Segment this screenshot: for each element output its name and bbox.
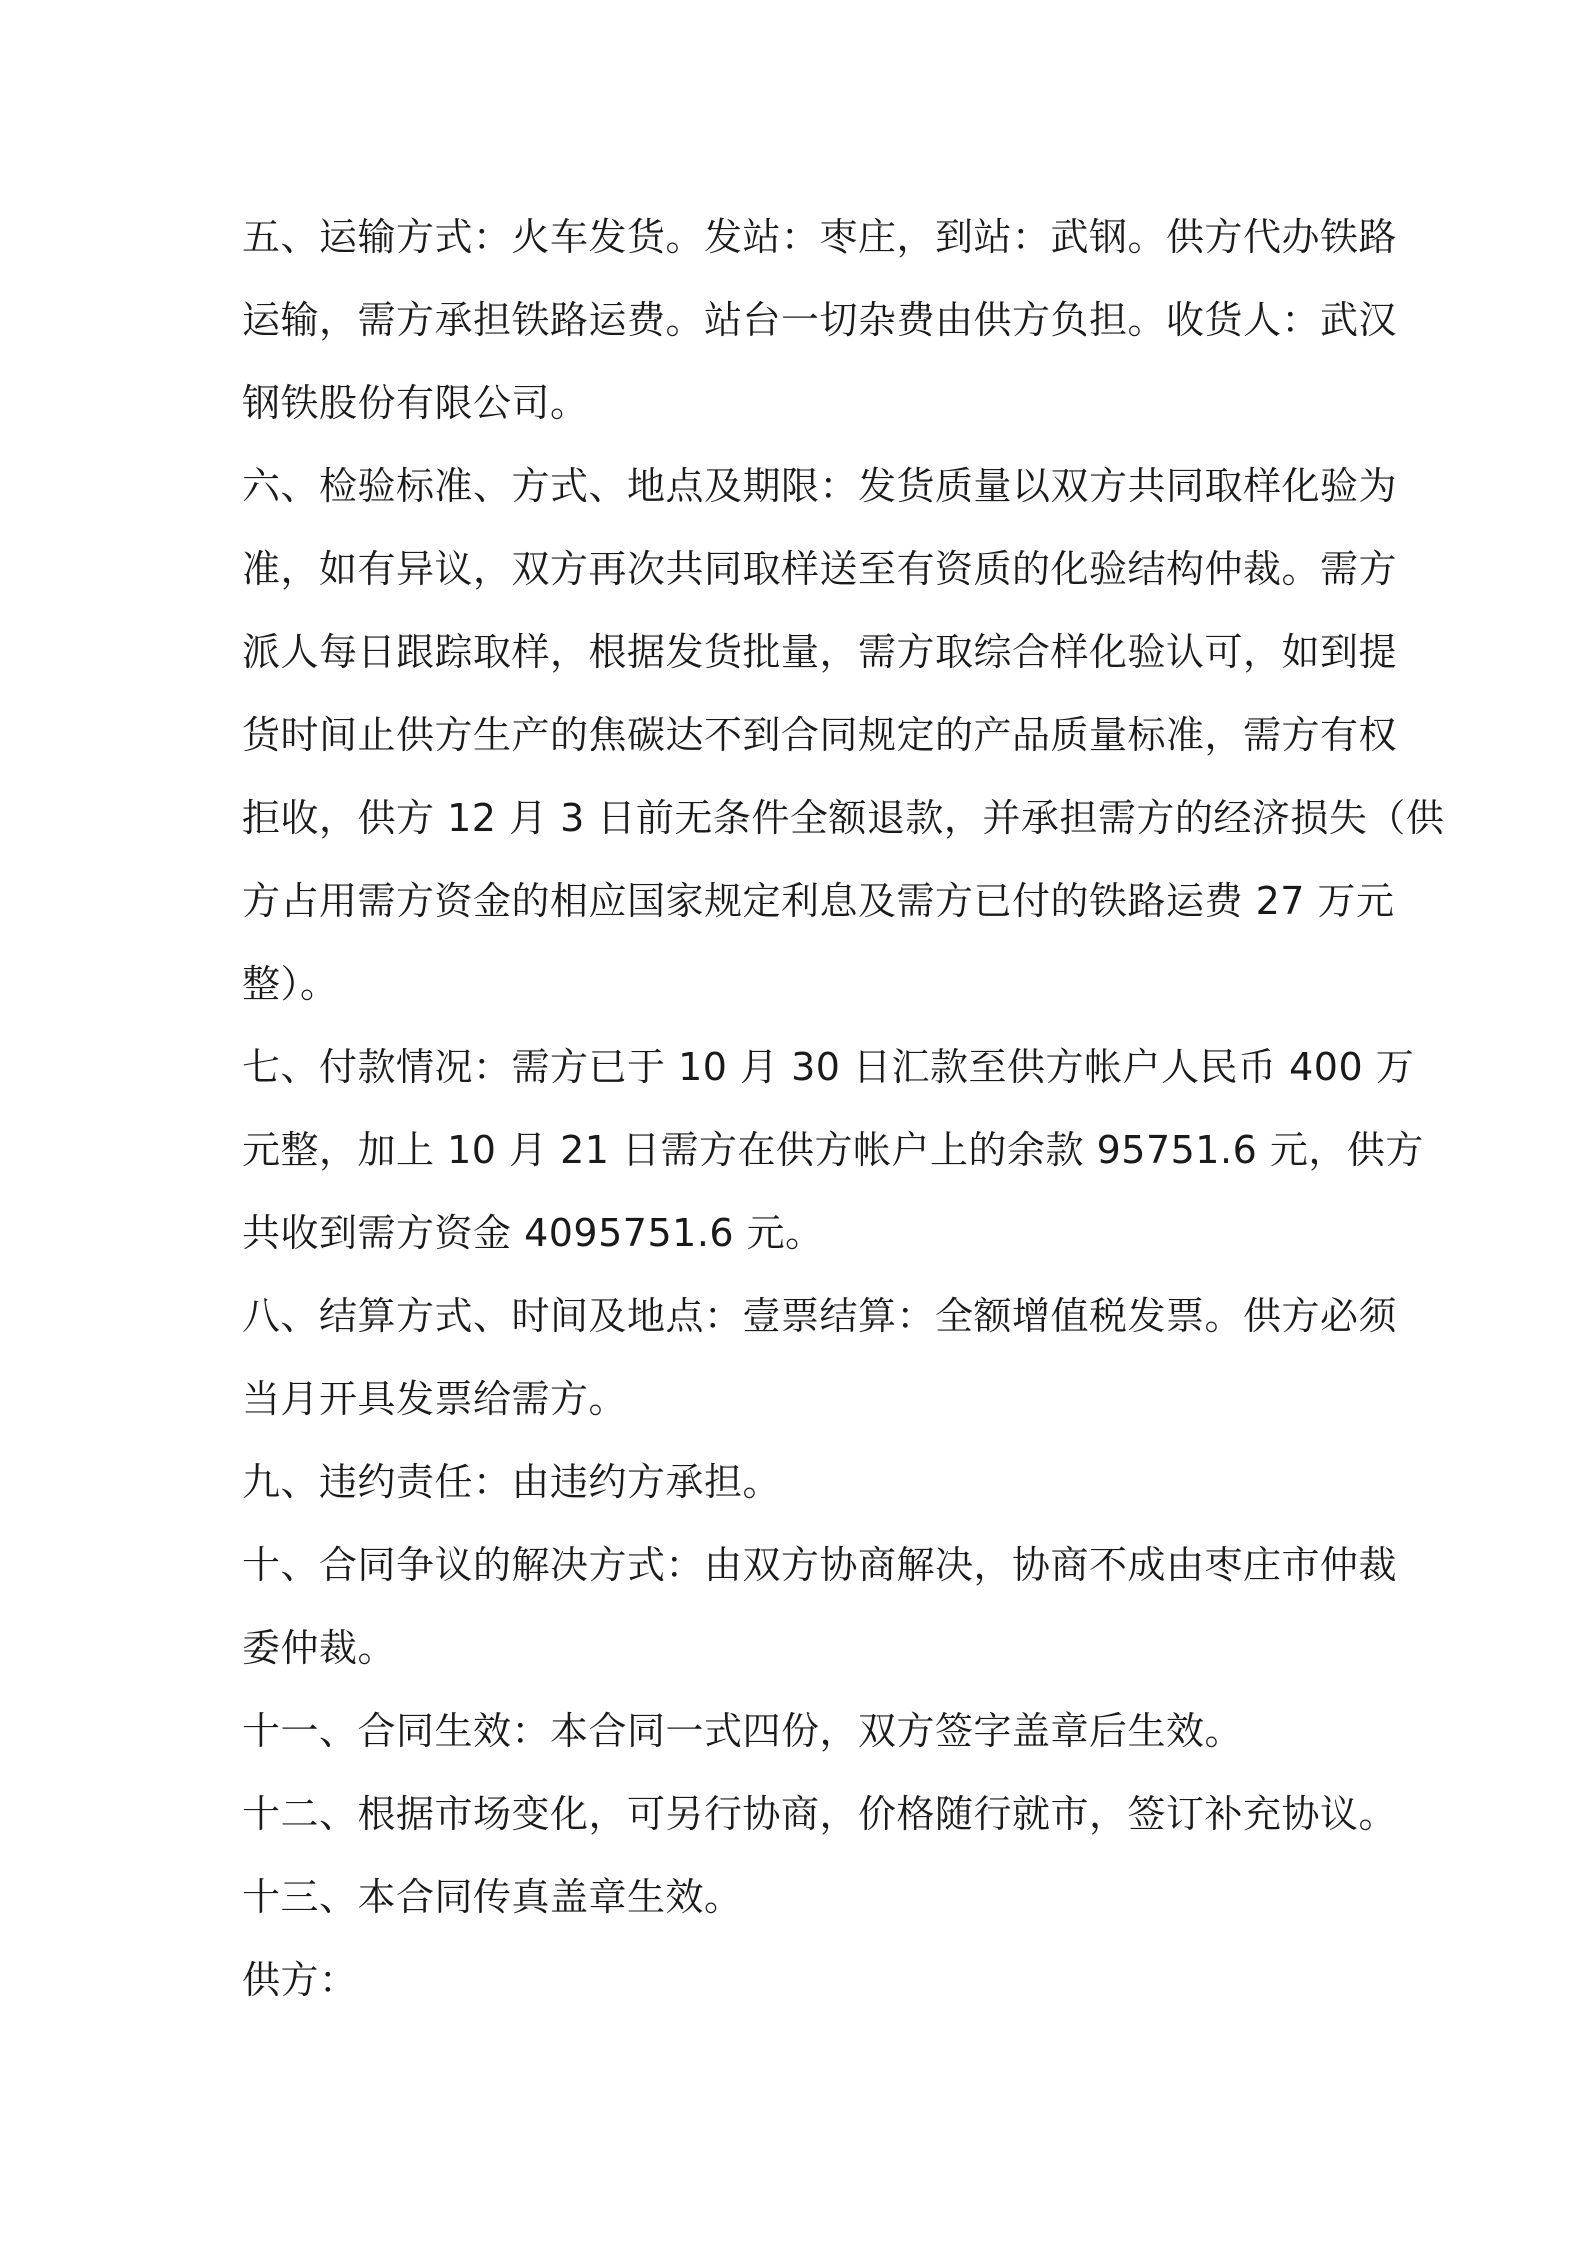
clause-settlement (242, 1275, 1398, 1441)
text-line: 十、合同争议的解决方式：由双方协商解决，协商不成由枣庄市仲裁 (242, 1543, 1398, 1587)
clause-dispute (242, 1524, 1398, 1690)
text-line: 八、结算方式、时间及地点：壹票结算：全额增值税发票。供方必须 (242, 1294, 1398, 1338)
text-line: 元整，加上 10 月 21 日需方在供方帐户上的余款 95751.6 元，供方 (242, 1128, 1424, 1172)
text-line: 五、运输方式：火车发货。发站：枣庄，到站：武钢。供方代办铁路 (242, 215, 1398, 259)
clause-market-change (242, 1773, 1398, 1856)
clause-inspection (242, 445, 1445, 1026)
text-line: 供方： (242, 1958, 358, 2002)
text-line: 派人每日跟踪取样，根据发货批量，需方取综合样化验认可，如到提 (242, 630, 1398, 674)
text-line: 运输，需方承担铁路运费。站台一切杂费由供方负担。收货人：武汉 (242, 298, 1398, 342)
text-line: 钢铁股份有限公司。 (242, 381, 589, 425)
text-line: 准，如有异议，双方再次共同取样送至有资质的化验结构仲裁。需方 (242, 547, 1398, 591)
supplier-signature-label (242, 1939, 1362, 2022)
text-line: 十三、本合同传真盖章生效。 (242, 1875, 743, 1919)
clause-liability (242, 1441, 1362, 1524)
text-line: 委仲裁。 (242, 1626, 397, 1670)
text-line: 十二、根据市场变化，可另行协商，价格随行就市，签订补充协议。 (242, 1792, 1398, 1836)
text-line: 共收到需方资金 4095751.6 元。 (242, 1211, 824, 1255)
text-line: 六、检验标准、方式、地点及期限：发货质量以双方共同取样化验为 (242, 464, 1398, 508)
text-line: 方占用需方资金的相应国家规定利息及需方已付的铁路运费 27 万元 (242, 879, 1395, 923)
clause-payment (242, 1026, 1424, 1275)
text-line: 九、违约责任：由违约方承担。 (242, 1460, 782, 1504)
text-line: 十一、合同生效：本合同一式四份，双方签字盖章后生效。 (242, 1709, 1244, 1753)
clause-fax (242, 1856, 1362, 1939)
text-line: 当月开具发票给需方。 (242, 1377, 628, 1421)
text-line: 整）。 (242, 962, 339, 1006)
clause-effectiveness (242, 1690, 1362, 1773)
text-line: 七、付款情况：需方已于 10 月 30 日汇款至供方帐户人民币 400 万 (242, 1045, 1415, 1089)
text-line: 货时间止供方生产的焦碳达不到合同规定的产品质量标准，需方有权 (242, 713, 1398, 757)
text-line: 拒收，供方 12 月 3 日前无条件全额退款，并承担需方的经济损失（供 (242, 796, 1445, 840)
document-body (242, 196, 1445, 2022)
clause-transport (242, 196, 1398, 445)
